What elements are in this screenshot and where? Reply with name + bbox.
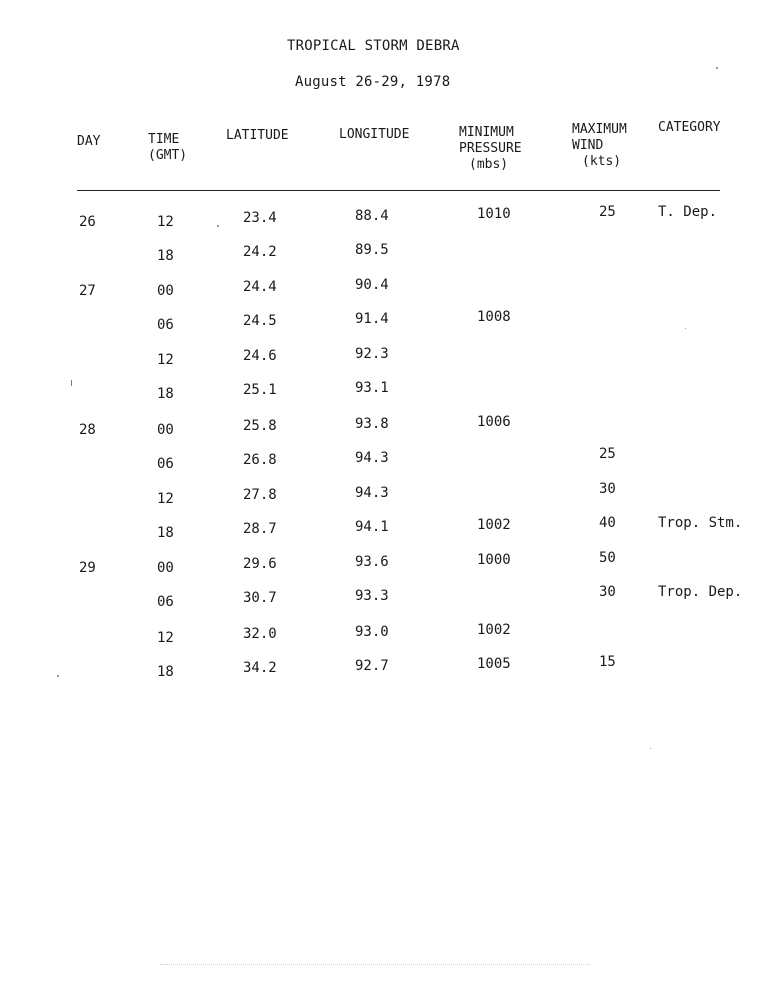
bottom-scan-line [160,964,590,965]
scan-speck [217,225,219,227]
time-cell: 00 [157,560,174,576]
pressure-cell: 1002 [477,517,511,533]
wind-cell: 30 [599,481,616,497]
time-cell: 12 [157,352,174,368]
header-time [148,132,187,164]
wind-cell: 15 [599,654,616,670]
latitude-cell: 32.0 [243,626,277,642]
longitude-cell: 90.4 [355,277,389,293]
scan-speck [71,380,72,386]
time-cell: 06 [157,317,174,333]
scan-speck [716,67,718,69]
pressure-cell: 1000 [477,552,511,568]
header-category: CATEGORY [658,120,721,135]
pressure-cell: 1010 [477,206,511,222]
category-cell: T. Dep. [658,204,718,220]
time-cell: 06 [157,456,174,472]
latitude-cell: 23.4 [243,210,277,226]
header-wind-line-1: MAXIMUM [572,122,627,137]
longitude-cell: 94.3 [355,485,389,501]
category-cell: Trop. Dep. [658,584,743,600]
latitude-cell: 24.6 [243,348,277,364]
header-time-line-2: (GMT) [148,148,188,163]
latitude-cell: 30.7 [243,590,277,606]
pressure-cell: 1005 [477,656,511,672]
longitude-cell: 91.4 [355,311,389,327]
header-longitude: LONGITUDE [339,127,410,142]
longitude-cell: 92.7 [355,658,389,674]
longitude-cell: 93.8 [355,416,389,432]
longitude-cell: 93.3 [355,588,389,604]
longitude-cell: 88.4 [355,208,389,224]
header-rule [77,190,720,191]
header-pressure-line-1: MINIMUM [459,125,514,140]
time-cell: 18 [157,386,174,402]
document-dates: August 26-29, 1978 [295,74,451,90]
document-title: TROPICAL STORM DEBRA [287,38,460,54]
header-wind-line-3: (kts) [582,154,622,169]
scan-speck [650,748,651,749]
header-pressure [459,125,522,173]
time-cell: 00 [157,422,174,438]
wind-cell: 25 [599,446,616,462]
latitude-cell: 26.8 [243,452,277,468]
scan-speck [57,675,59,677]
longitude-cell: 93.1 [355,380,389,396]
longitude-cell: 89.5 [355,242,389,258]
time-cell: 06 [157,594,174,610]
time-cell: 18 [157,525,174,541]
wind-cell: 40 [599,515,616,531]
pressure-cell: 1002 [477,622,511,638]
latitude-cell: 34.2 [243,660,277,676]
wind-cell: 25 [599,204,616,220]
header-latitude: LATITUDE [226,128,289,143]
time-cell: 12 [157,630,174,646]
time-cell: 12 [157,491,174,507]
scan-speck [685,328,686,329]
day-cell: 26 [79,214,96,230]
longitude-cell: 93.0 [355,624,389,640]
time-cell: 12 [157,214,174,230]
wind-cell: 30 [599,584,616,600]
header-time-line-1: TIME [148,132,180,147]
category-cell: Trop. Stm. [658,515,743,531]
time-cell: 18 [157,664,174,680]
latitude-cell: 25.8 [243,418,277,434]
pressure-cell: 1006 [477,414,511,430]
latitude-cell: 24.2 [243,244,277,260]
time-cell: 18 [157,248,174,264]
latitude-cell: 28.7 [243,521,277,537]
longitude-cell: 92.3 [355,346,389,362]
pressure-cell: 1008 [477,309,511,325]
wind-cell: 50 [599,550,616,566]
header-pressure-line-3: (mbs) [469,157,509,172]
latitude-cell: 24.5 [243,313,277,329]
latitude-cell: 24.4 [243,279,277,295]
header-day: DAY [77,134,101,149]
latitude-cell: 25.1 [243,382,277,398]
day-cell: 29 [79,560,96,576]
header-wind-line-2: WIND [572,138,604,153]
latitude-cell: 27.8 [243,487,277,503]
latitude-cell: 29.6 [243,556,277,572]
longitude-cell: 94.3 [355,450,389,466]
header-pressure-line-2: PRESSURE [459,141,522,156]
header-wind [572,122,627,170]
longitude-cell: 93.6 [355,554,389,570]
time-cell: 00 [157,283,174,299]
longitude-cell: 94.1 [355,519,389,535]
day-cell: 27 [79,283,96,299]
day-cell: 28 [79,422,96,438]
